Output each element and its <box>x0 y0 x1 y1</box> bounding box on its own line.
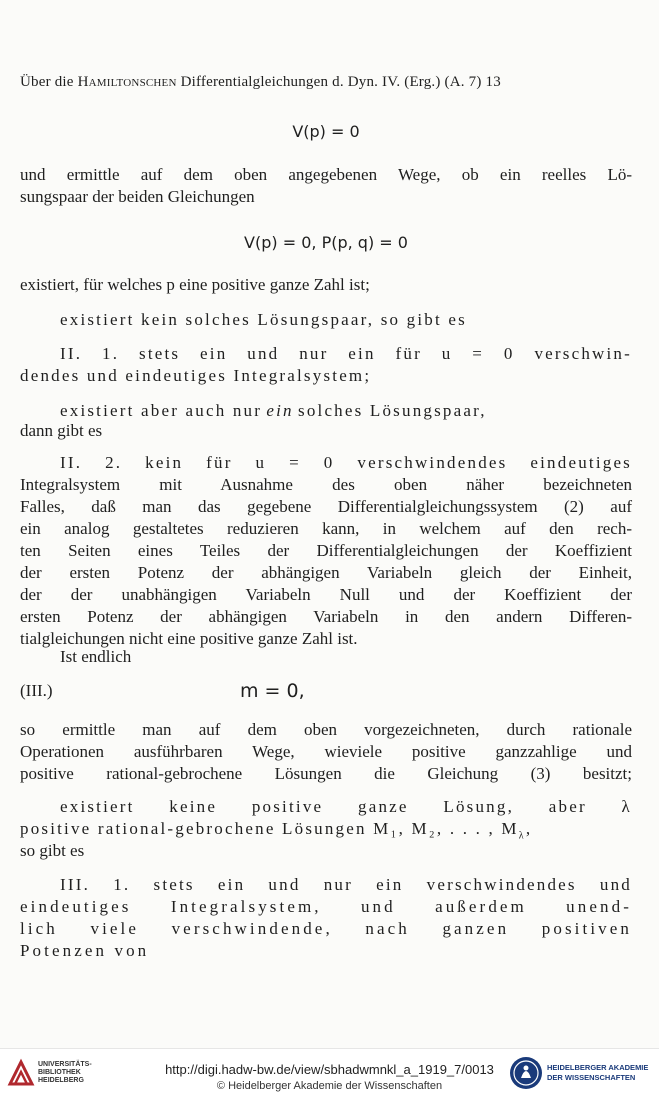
text-line: existiert keine positive ganze Lösung, aber λ <box>60 797 632 816</box>
logo-left-line: HEIDELBERG <box>38 1077 84 1084</box>
text-line: und ermittle auf dem oben angegebenen Wege, ob ein reelles Lö- <box>20 165 632 184</box>
text-line: der der unabhängigen Variabeln Null und der Koeffizient der <box>20 585 632 604</box>
text-line: Integralsystem mit Ausnahme des oben näher bezeichneten <box>20 475 632 494</box>
text-line: ersten Potenz der abhängigen Variabeln in den andern Differen- <box>20 607 632 626</box>
text-span: existiert aber auch nur <box>60 401 263 420</box>
text-line: Operationen ausführbaren Wege, wieviele positive ganzzahlige und <box>20 742 632 761</box>
text-line: ein analog gestaltetes reduzieren kann, in welchem auf den rech- <box>20 519 632 538</box>
formula-m: m = 0, <box>240 680 305 702</box>
text-span-italic: ein <box>266 401 294 420</box>
text-line: so gibt es <box>20 841 85 860</box>
academy-seal-icon[interactable] <box>509 1056 543 1090</box>
case-label: (III.) <box>20 681 53 700</box>
text-line: Ist endlich <box>60 647 132 666</box>
text-line <box>60 309 500 331</box>
academy-label <box>547 1063 648 1083</box>
text-line: III. 1. stets ein und nur ein verschwindendes und <box>60 875 632 894</box>
header-name: Hamiltonschen <box>77 74 177 90</box>
text-span: , <box>525 819 533 838</box>
text-line: II. 2. kein für u = 0 verschwindendes eindeutiges <box>60 453 632 472</box>
permalink-url[interactable]: http://digi.hadw-bw.de/view/sbhadwmnkl_a_1919_7/0013 <box>165 1062 494 1077</box>
text-line: existiert, für welches p eine positive ganze Zahl ist; <box>20 275 370 294</box>
text-span: existiert kein solches Lösungspaar, so gibt es <box>60 310 467 329</box>
footer-bar <box>0 1048 659 1098</box>
logo-right-line: DER WISSENSCHAFTEN <box>547 1073 636 1082</box>
formula-vp: V(p) = 0, P(p, q) = 0 <box>244 233 408 252</box>
text-span: positive rational-gebrochene Lösungen M₁, M₂, . . . , M <box>20 819 519 838</box>
header-prefix: Über die <box>20 74 78 90</box>
text-line: so ermittle man auf dem oben vorgezeichneten, durch rationale <box>20 720 632 739</box>
text-line: eindeutiges Integralsystem, und außerdem unend- <box>20 897 632 916</box>
text-line <box>60 400 632 422</box>
formula-v: V(p) = 0 <box>292 122 360 141</box>
logo-left-line: BIBLIOTHEK <box>38 1069 81 1076</box>
header-rest: Differentialgleichungen d. Dyn. IV. (Erg.) (A. 7) 13 <box>176 74 501 90</box>
running-header <box>20 71 634 93</box>
text-line: dann gibt es <box>20 421 103 440</box>
text-line: tialgleichungen nicht eine positive ganze Zahl ist. <box>20 629 358 648</box>
text-line: lich viele verschwindende, nach ganzen positiven <box>20 919 632 938</box>
text-line: Falles, daß man das gegebene Differentialgleichungssystem (2) auf <box>20 497 632 516</box>
text-line: der ersten Potenz der abhängigen Variabeln gleich der Einheit, <box>20 563 632 582</box>
logo-left-line: UNIVERSITÄTS- <box>38 1061 92 1068</box>
text-line: ten Seiten eines Teiles der Differentialgleichungen der Koeffizient <box>20 541 632 560</box>
text-line: positive rational-gebrochene Lösungen die Gleichung (3) besitzt; <box>20 764 632 783</box>
text-line: sungspaar der beiden Gleichungen <box>20 187 255 206</box>
text-line: II. 1. stets ein und nur ein für u = 0 verschwin- <box>60 344 632 363</box>
logo-right-line: HEIDELBERGER AKADEMIE <box>547 1063 649 1072</box>
subscript-lambda: λ <box>518 830 526 842</box>
text-line: Potenzen von <box>20 941 150 960</box>
text-span: solches Lösungspaar, <box>298 401 487 420</box>
text-line: dendes und eindeutiges Integralsystem; <box>20 366 372 385</box>
copyright-text: © Heidelberger Akademie der Wissenschaften <box>216 1080 443 1092</box>
